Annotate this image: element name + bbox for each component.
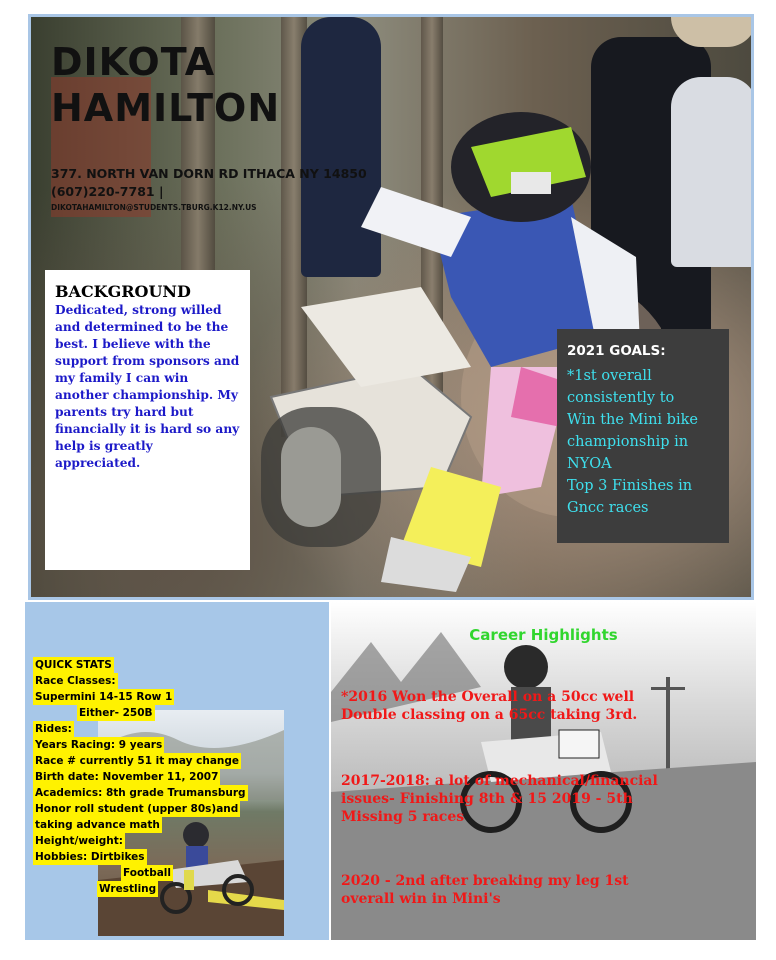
stat-line: Rides: (35, 723, 72, 735)
email-address: DIKOTAHAMILTON@STUDENTS.TBURG.K12.NY.US (51, 203, 257, 212)
goals-line: *1st overall (567, 368, 652, 384)
goals-line: Top 3 Finishes in (567, 478, 693, 494)
goals-line: NYOA (567, 456, 612, 472)
goals-title: 2021 GOALS: (567, 343, 666, 359)
last-name: HAMILTON (51, 86, 281, 130)
career-entry: *2016 Won the Overall on a 50cc well Double classing on a 65cc taking 3rd. (341, 689, 638, 723)
stats-title: QUICK STATS (35, 659, 112, 671)
goals-line: Gncc races (567, 500, 649, 516)
hero-photo-section (28, 14, 754, 600)
stat-line: Football (123, 867, 171, 879)
stat-line: Supermini 14-15 Row 1 (35, 691, 173, 703)
background-title: BACKGROUND (55, 282, 191, 301)
stat-line: Birth date: November 11, 2007 (35, 771, 219, 783)
background-box (45, 270, 250, 570)
stat-line: Wrestling (99, 883, 157, 895)
contact-info (51, 165, 367, 215)
stat-line: Honor roll student (upper 80s)and (35, 803, 239, 815)
career-highlights-panel (331, 602, 756, 940)
stat-line: Either- 250B (79, 707, 153, 719)
stat-line: Race # currently 51 it may change (35, 755, 240, 767)
first-name: DIKOTA (51, 40, 216, 84)
career-title: Career Highlights (469, 626, 618, 644)
quick-stats-panel (25, 602, 329, 940)
background-text: Dedicated, strong willed and determined to be the best. I believe with the support from sponsors and my family I can win another championship. My parents try hard but financially it is hard so any help is greatly appreciated. (55, 303, 240, 470)
stat-line: Hobbies: Dirtbikes (35, 851, 145, 863)
career-entry: 2020 - 2nd after breaking my leg 1st overall win in Mini's (341, 873, 629, 907)
goals-text (567, 365, 719, 519)
goals-line: Win the Mini bike (567, 412, 698, 428)
goals-box (557, 329, 729, 543)
address: 377. NORTH VAN DORN RD ITHACA NY 14850 (51, 166, 367, 181)
career-entry: 2017-2018: a lot of mechanical/financial issues- Finishing 8th & 15 2019 - 5th Missing 5 races (341, 773, 658, 825)
goals-line: consistently to (567, 390, 675, 406)
stat-line: Years Racing: 9 years (35, 739, 163, 751)
stat-line: taking advance math (35, 819, 160, 831)
stat-line: Height/weight: (35, 835, 123, 847)
rider-name (51, 39, 280, 131)
quick-stats-list (33, 653, 293, 893)
stat-line: Academics: 8th grade Trumansburg (35, 787, 246, 799)
phone-number: (607)220-7781 | (51, 184, 164, 199)
stat-line: Race Classes: (35, 675, 116, 687)
spectator-silhouette (671, 77, 754, 267)
goals-line: championship in (567, 434, 689, 450)
